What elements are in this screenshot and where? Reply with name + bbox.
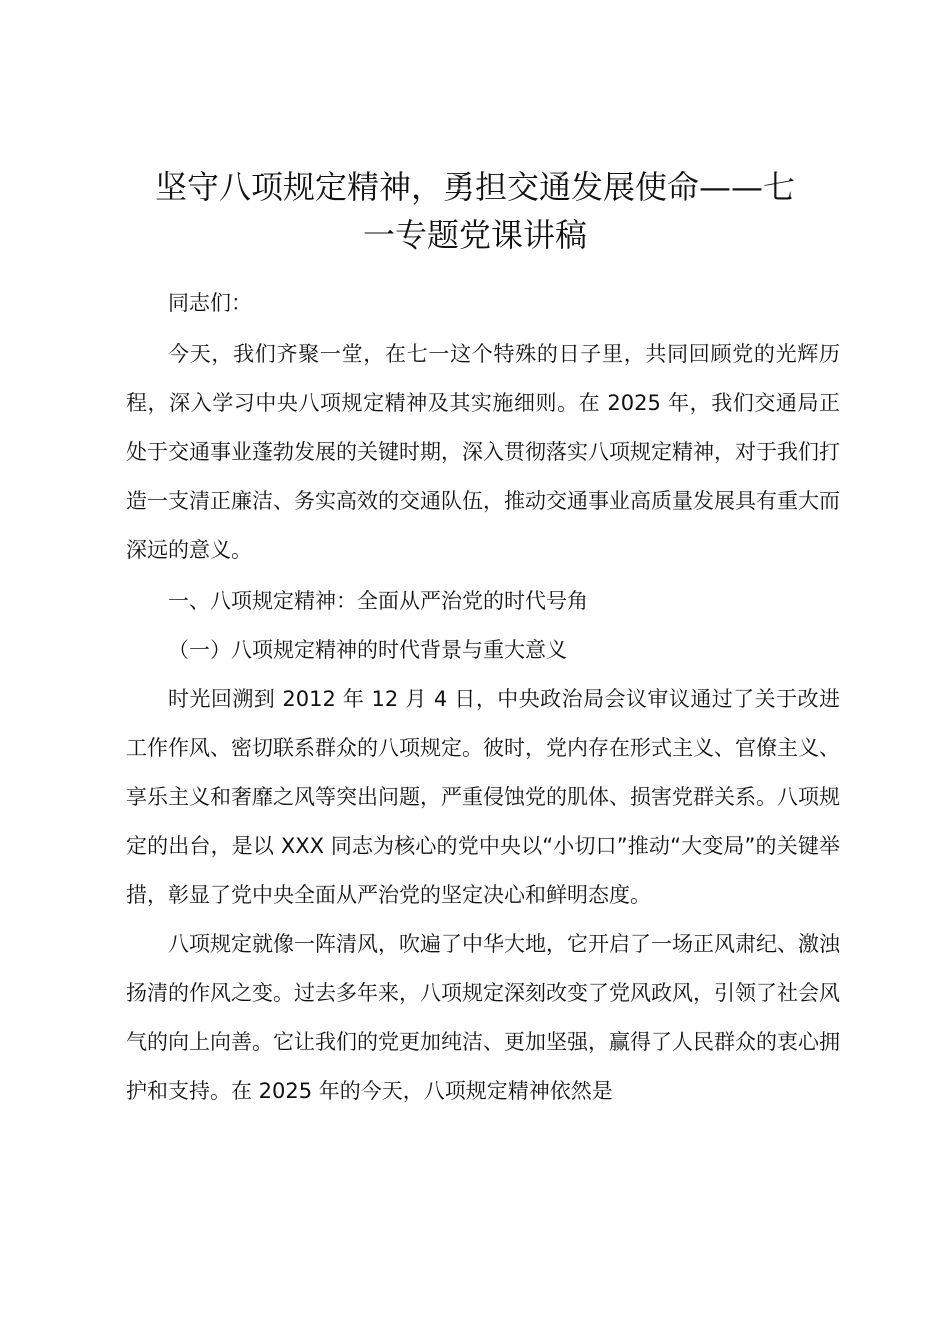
- paragraph-background: 时光回溯到 2012 年 12 月 4 日，中央政治局会议审议通过了关于改进工作作风、密切联系群众的八项规定。彼时，党内存在形式主义、官僚主义、享乐主义和奢靡之风等突出问题，严重侵蚀党的肌体、损害党群关系。八项规定的出台，是以 XXX 同志为核心的党中央以“小切口”推动“大变局”的关键举措，彰显了党中央全面从严治党的坚定决心和鲜明态度。: [126, 687, 840, 907]
- section-heading-1: 一、八项规定精神：全面从严治党的时代号角: [168, 589, 588, 613]
- document-title: [118, 163, 832, 259]
- subsection-heading-1: （一）八项规定精神的时代背景与重大意义: [168, 638, 567, 662]
- paragraph-impact: 八项规定就像一阵清风，吹遍了中华大地，它开启了一场正风肃纪、激浊扬清的作风之变。过去多年来，八项规定深刻改变了党风政风，引领了社会风气的向上向善。它让我们的党更加纯洁、更加坚强，赢得了人民群众的衷心拥护和支持。在 2025 年的今天，八项规定精神依然是: [126, 932, 840, 1103]
- title-line-2: 一专题党课讲稿: [362, 216, 587, 254]
- paragraph-intro: 今天，我们齐聚一堂，在七一这个特殊的日子里，共同回顾党的光辉历程，深入学习中央八项规定精神及其实施细则。在 2025 年，我们交通局正处于交通事业蓬勃发展的关键时期，深入贯彻落实八项规定精神，对于我们打造一支清正廉洁、务实高效的交通队伍，推动交通事业高质量发展具有重大而深远的意义。: [126, 342, 840, 562]
- salutation: 同志们：: [168, 291, 252, 315]
- document-body: [126, 279, 840, 1116]
- title-line-1: 坚守八项规定精神，勇担交通发展使命——七: [154, 168, 795, 206]
